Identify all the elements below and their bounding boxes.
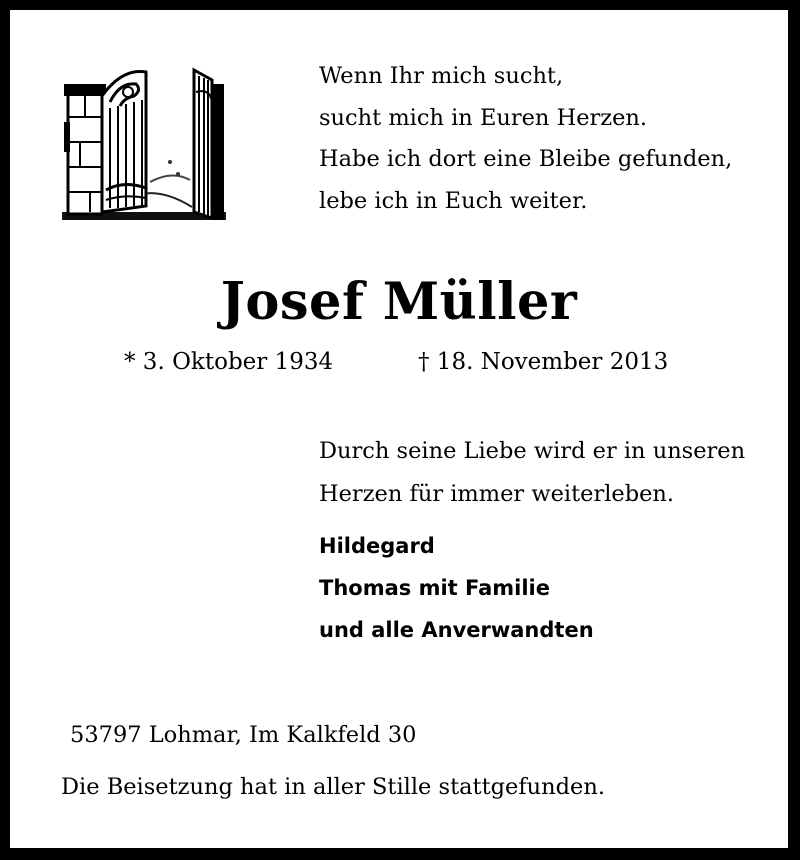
tribute-line: Herzen für immer weiterleben. xyxy=(319,481,675,507)
poem xyxy=(319,56,732,222)
obituary-card xyxy=(10,10,788,848)
mourners-list xyxy=(319,525,594,651)
poem-line: Habe ich dort eine Bleibe gefunden, xyxy=(319,146,733,172)
poem-line: lebe ich in Euch weiter. xyxy=(319,187,588,214)
poem-line: Wenn Ihr mich sucht, xyxy=(319,63,564,89)
deceased-name: Josef Müller xyxy=(220,272,578,332)
mourner-name: und alle Anverwandten xyxy=(319,618,594,642)
birth-date: * 3. Oktober 1934 xyxy=(124,349,334,375)
address: 53797 Lohmar, Im Kalkfeld 30 xyxy=(70,722,417,748)
burial-notice: Die Beisetzung hat in aller Stille stattgefunden. xyxy=(61,774,605,800)
poem-line: sucht mich in Euren Herzen. xyxy=(319,104,648,131)
garden-gate-icon xyxy=(62,62,226,222)
tribute-text xyxy=(319,430,745,516)
death-date: † 18. November 2013 xyxy=(418,349,669,375)
mourner-name: Hildegard xyxy=(319,534,435,558)
mourner-name: Thomas mit Familie xyxy=(319,576,550,600)
tribute-line: Durch seine Liebe wird er in unseren xyxy=(319,438,746,464)
